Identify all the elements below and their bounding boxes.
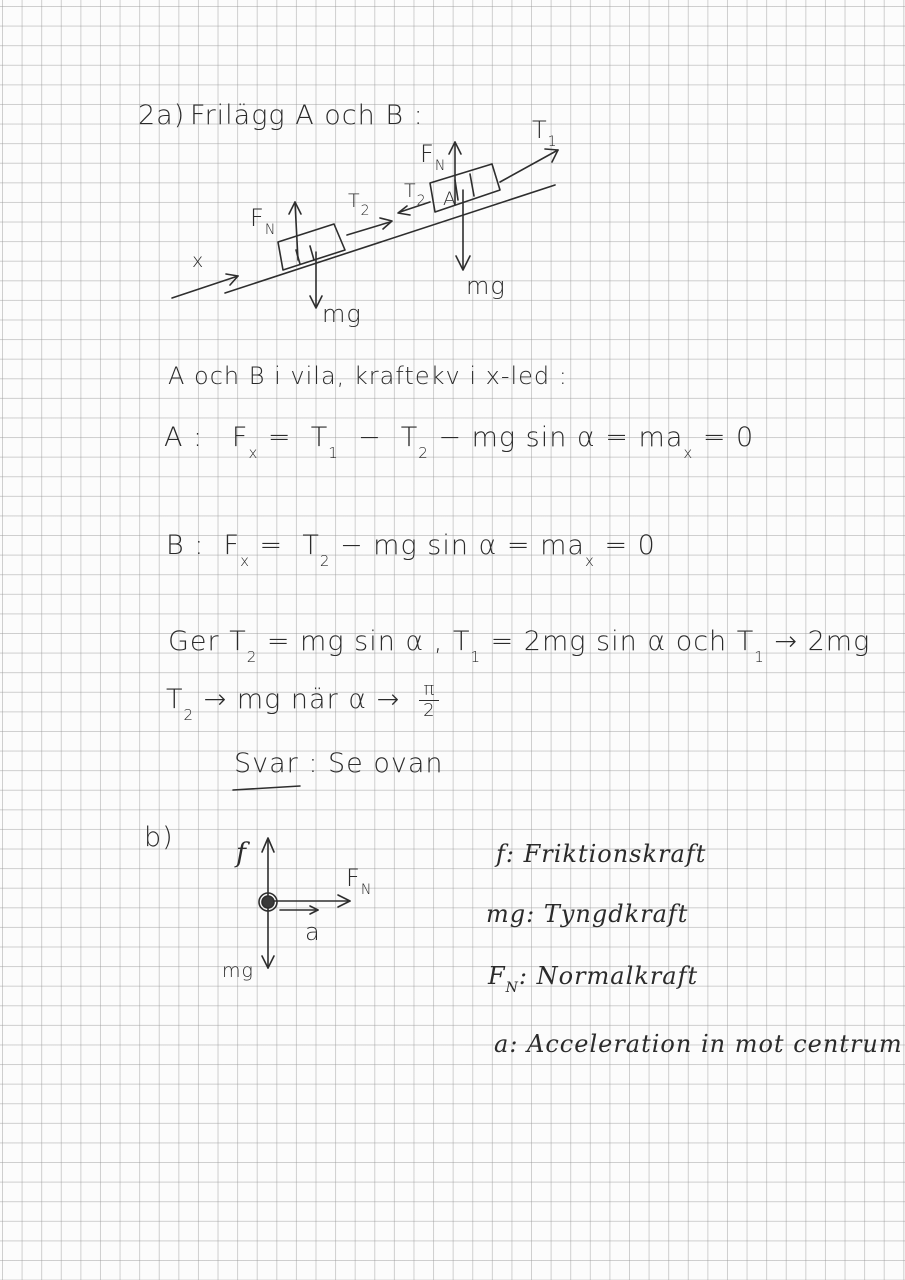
diagram-b-label-f: f xyxy=(236,838,247,869)
pi-over-two: $\frac{\pi}{2}$ xyxy=(419,680,439,721)
diagram-b-label-fn: $F_N$ xyxy=(346,864,373,898)
label-fn-a: $F_N$ xyxy=(420,140,447,174)
label-mg-a: mg xyxy=(466,272,506,300)
diagram-b-label-mg: mg xyxy=(222,960,254,982)
heading: Frilägg A och B : xyxy=(190,100,424,131)
label-t2-a: $T_2$ xyxy=(404,180,427,209)
legend-friction: f: Friktionskraft xyxy=(496,840,707,868)
equation-a: A : $F_x = T_1 - T_2$ − mg $\sin \alpha = ma_x = 0$ xyxy=(164,422,755,462)
statement-line: A och B i vila, kraftekv i x-led : xyxy=(168,362,568,390)
answer-line: Svar : Se ovan xyxy=(234,748,444,779)
label-mg-b: mg xyxy=(322,300,362,328)
answer-underline xyxy=(233,786,300,790)
label-block-a: A xyxy=(443,188,457,210)
limit-line: $T_2$ → mg när α → $\frac{\pi}{2}$ xyxy=(166,680,439,721)
label-t1: $T_1$ xyxy=(532,116,558,150)
answer-label: Svar xyxy=(234,748,299,779)
diagram-b-label-a: a xyxy=(305,918,321,946)
legend-normal: $F_N$: Normalkraft xyxy=(488,962,699,996)
result-line: Ger $T_2$ = mg sin α , $T_1 = 2mg$ sin α och $T_1 \to 2mg$ xyxy=(168,626,871,666)
equation-b: B : $F_x = T_2$ − mg $\sin \alpha = ma_x = 0$ xyxy=(166,530,656,570)
part-a-label: 2a) xyxy=(138,100,186,131)
label-fn-b: $F_N$ xyxy=(250,204,277,238)
body-point xyxy=(262,896,274,908)
label-x: x xyxy=(192,250,205,272)
label-t2-b: $T_2$ xyxy=(348,190,371,219)
part-b-label: b) xyxy=(144,822,174,853)
legend-acceleration: a: Acceleration in mot centrum xyxy=(494,1030,903,1058)
legend-gravity: mg: Tyngdkraft xyxy=(486,900,689,928)
